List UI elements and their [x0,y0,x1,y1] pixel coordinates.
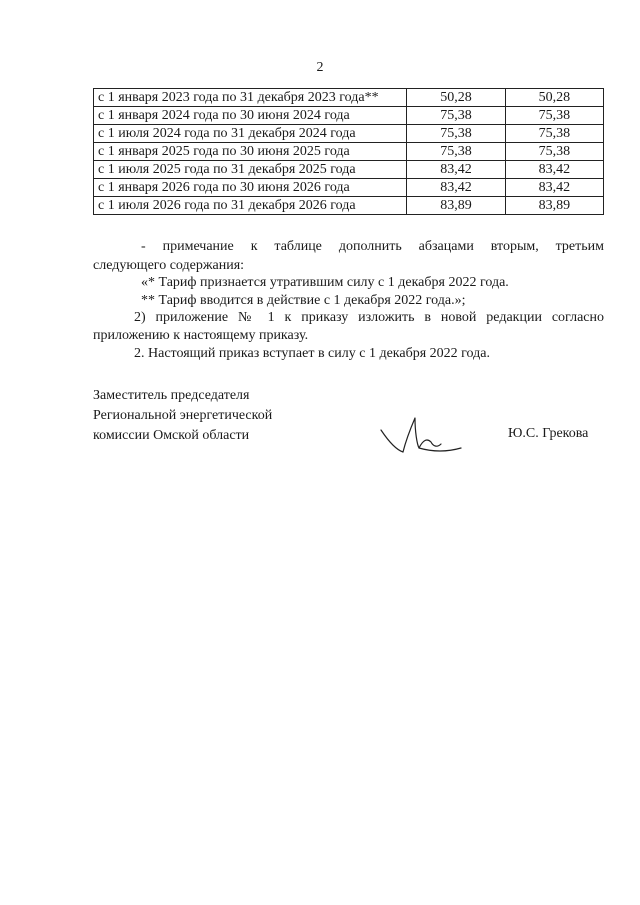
page-number: 2 [316,60,324,75]
final-item: 2. Настоящий приказ вступает в силу с 1 декабря 2022 года. [134,346,490,361]
period-cell: с 1 июля 2026 года по 31 декабря 2026 года [94,197,407,215]
handwritten-signature [375,408,465,460]
signatory-name: Ю.С. Грекова [508,426,589,441]
quote-line-1: «* Тариф признается утратившим силу с 1 декабря 2022 года. [141,275,509,290]
value-cell-2: 75,38 [505,125,603,143]
signatory-title-line1: Заместитель председателя [93,388,250,403]
value-cell-2: 83,42 [505,161,603,179]
table-row [94,179,604,197]
value-cell-1: 75,38 [407,143,505,161]
value-cell-1: 83,42 [407,161,505,179]
table-row [94,125,604,143]
signatory-title-line3: комиссии Омской области [93,428,250,443]
value-cell-1: 83,42 [407,179,505,197]
signatory-title-line2: Региональной энергетической [93,408,273,423]
note-paragraph-line1: - примечание к таблице дополнить абзацами вторым, третьим [141,239,604,254]
table-row [94,143,604,161]
value-cell-2: 83,42 [505,179,603,197]
table-row [94,89,604,107]
value-cell-1: 83,89 [407,197,505,215]
item-2-line1: 2) приложение № 1 к приказу изложить в новой редакции согласно [134,310,604,325]
value-cell-2: 83,89 [505,197,603,215]
value-cell-2: 50,28 [505,89,603,107]
table-row [94,197,604,215]
signatory-title [93,386,272,446]
value-cell-1: 75,38 [407,125,505,143]
period-cell: с 1 января 2025 года по 30 июня 2025 года [94,143,407,161]
item-2-line2: приложению к настоящему приказу. [93,328,309,343]
note-paragraph-line2: следующего содержания: [93,258,245,273]
value-cell-1: 75,38 [407,107,505,125]
period-cell: с 1 января 2024 года по 30 июня 2024 года [94,107,407,125]
period-cell: с 1 июля 2024 года по 31 декабря 2024 года [94,125,407,143]
table-row [94,107,604,125]
tariff-table [93,88,604,215]
value-cell-2: 75,38 [505,107,603,125]
value-cell-2: 75,38 [505,143,603,161]
period-cell: с 1 января 2026 года по 30 июня 2026 года [94,179,407,197]
period-cell: с 1 января 2023 года по 31 декабря 2023 года** [94,89,407,107]
quote-line-2: ** Тариф вводится в действие с 1 декабря 2022 года.»; [141,293,466,308]
period-cell: с 1 июля 2025 года по 31 декабря 2025 года [94,161,407,179]
table-row [94,161,604,179]
value-cell-1: 50,28 [407,89,505,107]
